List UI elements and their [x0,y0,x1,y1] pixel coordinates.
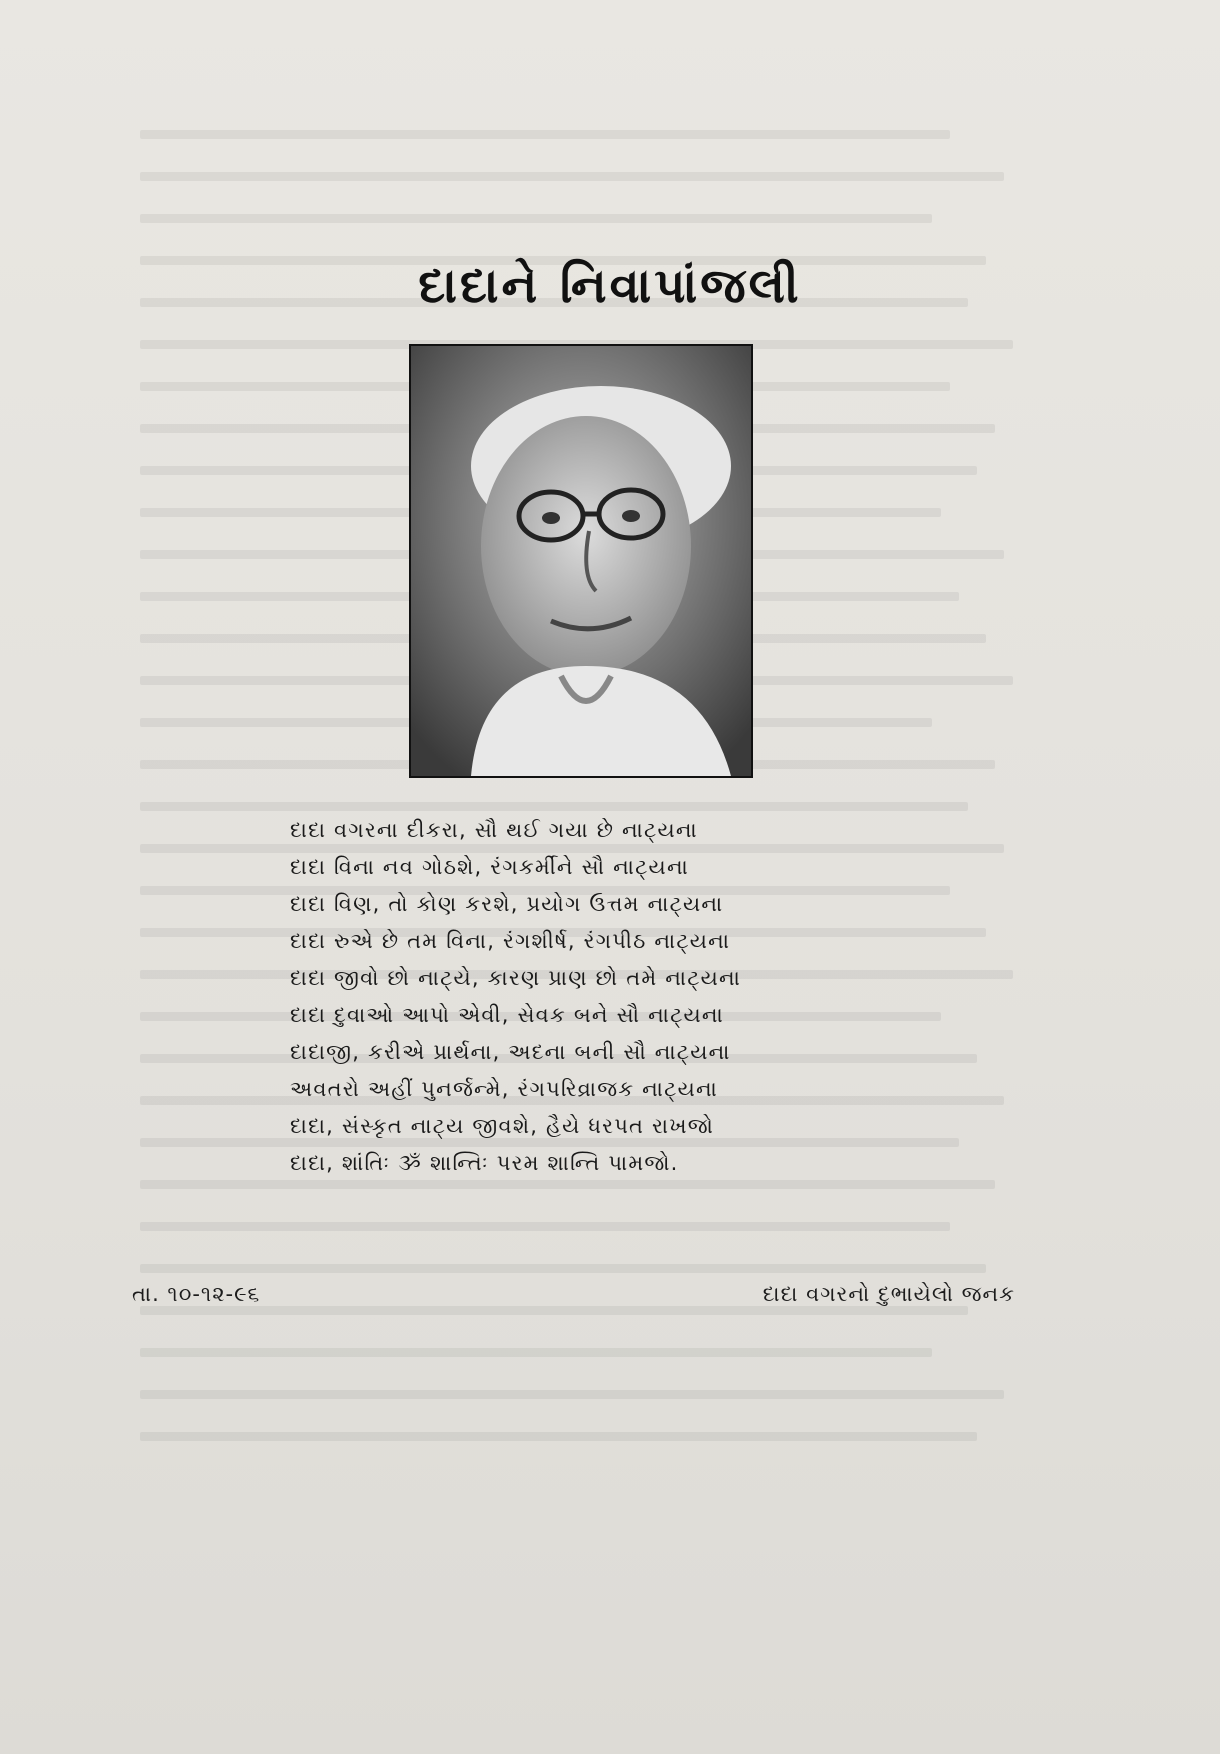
poem-line: દાદા જીવો છો નાટ્યે, કારણ પ્રાણ છો તમે નાટ્યના [290,966,742,990]
poem-line: દાદા, સંસ્કૃત નાટ્ય જીવશે, હૈયે ધરપત રાખજો [290,1114,715,1138]
portrait-icon [411,346,751,776]
poem-line: અવતરો અહીં પુનર્જન્મે, રંગપરિવ્રાજક નાટ્યના [290,1077,718,1101]
page-title: દાદાને નિવાપાંજલી [418,258,802,314]
signature-text: દાદા વગરનો દુભાયેલો જનક [762,1282,1015,1306]
poem-line: દાદા વગરના દીકરા, સૌ થઈ ગયા છે નાટ્યના [290,818,698,842]
poem-line: દાદાજી, કરીએ પ્રાર્થના, અદના બની સૌ નાટ્યના [290,1040,731,1064]
poem-line: દાદા વિના નવ ગોઠશે, રંગકર્મીને સૌ નાટ્યના [290,855,689,879]
poem-line: દાદા દુવાઓ આપો એવી, સેવક બને સૌ નાટ્યના [290,1003,724,1027]
date-text: તા. ૧૦-૧૨-૯૬ [132,1282,261,1306]
poem-line: દાદા, શાંતિઃ ૐ શાન્તિઃ પરમ શાન્તિ પામજો. [290,1151,679,1175]
portrait-photo [409,344,753,778]
poem-line: દાદા વિણ, તો કોણ કરશે, પ્રયોગ ઉત્તમ નાટ્યના [290,892,724,916]
poem [290,812,850,1182]
poem-line: દાદા રુએ છે તમ વિના, રંગશીર્ષ, રંગપીઠ નાટ્યના [290,929,731,953]
